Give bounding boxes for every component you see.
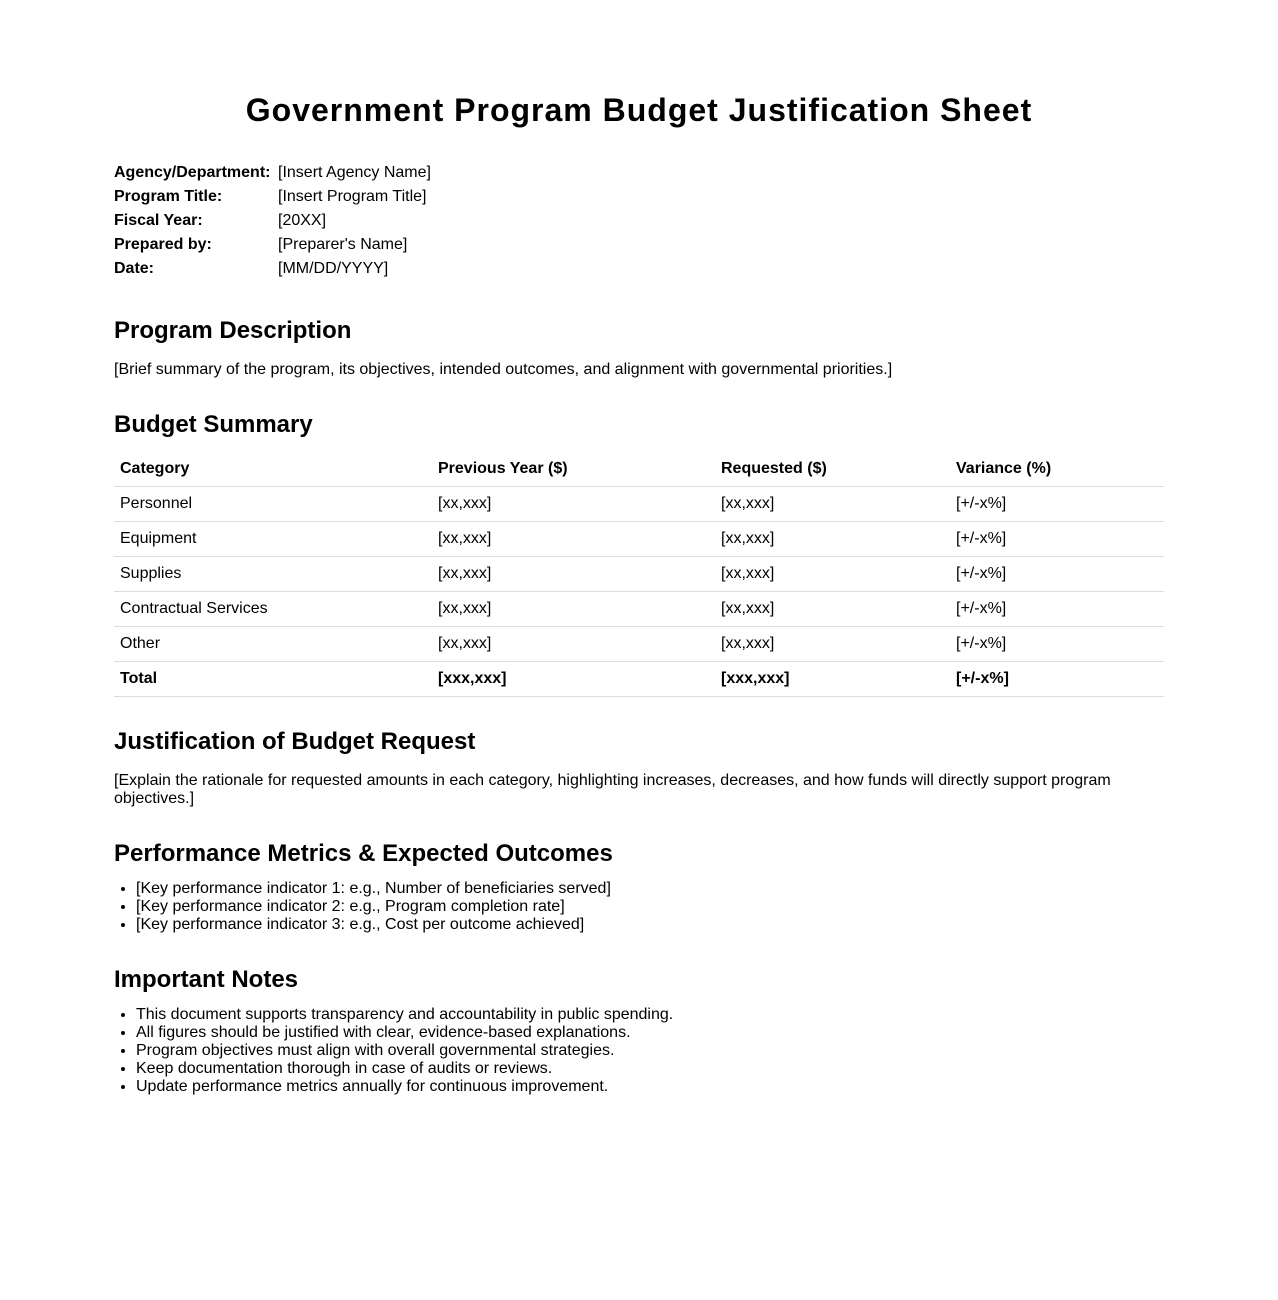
table-cell: [xx,xxx] bbox=[432, 522, 715, 557]
table-cell: Total bbox=[114, 662, 432, 697]
table-row bbox=[114, 627, 1164, 662]
table-cell: [xx,xxx] bbox=[432, 557, 715, 592]
performance-list bbox=[114, 880, 611, 934]
meta-row-prepared-by bbox=[114, 235, 431, 259]
meta-label: Agency/Department: bbox=[114, 164, 271, 181]
table-cell: [+/-x%] bbox=[950, 557, 1164, 592]
list-item: • All figures should be justified with clear, evidence-based explanations. bbox=[136, 1024, 673, 1042]
list-item: • This document supports transparency and accountability in public spending. bbox=[136, 1006, 673, 1024]
list-item: • [Key performance indicator 2: e.g., Program completion rate] bbox=[136, 898, 611, 916]
table-cell: [+/-x%] bbox=[950, 627, 1164, 662]
meta-label: Date: bbox=[114, 260, 155, 277]
table-cell: Equipment bbox=[114, 522, 432, 557]
table-cell: [xx,xxx] bbox=[715, 627, 950, 662]
performance-heading: Performance Metrics & Expected Outcomes bbox=[114, 840, 613, 867]
table-cell: Contractual Services bbox=[114, 592, 432, 627]
meta-value: [Insert Agency Name] bbox=[278, 164, 431, 181]
table-cell: Supplies bbox=[114, 557, 432, 592]
table-total-row bbox=[114, 662, 1164, 697]
list-item: • Update performance metrics annually for continuous improvement. bbox=[136, 1078, 673, 1096]
meta-value: [Insert Program Title] bbox=[278, 188, 427, 205]
column-header: Requested ($) bbox=[715, 452, 950, 487]
table-cell: [xx,xxx] bbox=[715, 522, 950, 557]
meta-info bbox=[114, 163, 431, 283]
program-description-text: [Brief summary of the program, its objectives, intended outcomes, and alignment with governmental priorities.] bbox=[114, 361, 893, 378]
meta-row-agency bbox=[114, 163, 431, 187]
table-cell: [xx,xxx] bbox=[715, 592, 950, 627]
table-cell: [xx,xxx] bbox=[432, 592, 715, 627]
budget-summary-heading: Budget Summary bbox=[114, 411, 313, 438]
table-cell: [xxx,xxx] bbox=[715, 662, 950, 697]
table-row bbox=[114, 522, 1164, 557]
notes-list bbox=[114, 1006, 673, 1096]
meta-label: Program Title: bbox=[114, 188, 223, 205]
table-cell: [+/-x%] bbox=[950, 592, 1164, 627]
table-cell: [xx,xxx] bbox=[432, 627, 715, 662]
budget-summary-table bbox=[114, 452, 1164, 697]
table-cell: [xx,xxx] bbox=[715, 557, 950, 592]
table-row bbox=[114, 487, 1164, 522]
meta-value: [MM/DD/YYYY] bbox=[278, 260, 389, 277]
table-cell: Other bbox=[114, 627, 432, 662]
table-cell: [xx,xxx] bbox=[715, 487, 950, 522]
table-row bbox=[114, 557, 1164, 592]
meta-row-fiscal-year bbox=[114, 211, 431, 235]
table-cell: [+/-x%] bbox=[950, 522, 1164, 557]
table-cell: [xxx,xxx] bbox=[432, 662, 715, 697]
table-cell: [+/-x%] bbox=[950, 487, 1164, 522]
table-cell: Personnel bbox=[114, 487, 432, 522]
page-title: Government Program Budget Justification Sheet bbox=[245, 92, 1033, 128]
column-header: Category bbox=[114, 452, 432, 487]
list-item: • [Key performance indicator 3: e.g., Cost per outcome achieved] bbox=[136, 916, 611, 934]
column-header: Variance (%) bbox=[950, 452, 1164, 487]
meta-label: Fiscal Year: bbox=[114, 212, 203, 229]
justification-heading: Justification of Budget Request bbox=[114, 728, 476, 755]
meta-label: Prepared by: bbox=[114, 236, 212, 253]
meta-value: [20XX] bbox=[278, 212, 327, 229]
column-header: Previous Year ($) bbox=[432, 452, 715, 487]
notes-heading: Important Notes bbox=[114, 966, 299, 993]
meta-row-program-title bbox=[114, 187, 431, 211]
list-item: • Program objectives must align with overall governmental strategies. bbox=[136, 1042, 673, 1060]
meta-value: [Preparer's Name] bbox=[278, 236, 408, 253]
list-item: • Keep documentation thorough in case of audits or reviews. bbox=[136, 1060, 673, 1078]
table-header-row bbox=[114, 452, 1164, 487]
table-cell: [xx,xxx] bbox=[432, 487, 715, 522]
program-description-heading: Program Description bbox=[114, 317, 352, 344]
table-row bbox=[114, 592, 1164, 627]
table-cell: [+/-x%] bbox=[950, 662, 1164, 697]
meta-row-date bbox=[114, 259, 431, 283]
list-item: • [Key performance indicator 1: e.g., Number of beneficiaries served] bbox=[136, 880, 611, 898]
justification-text: [Explain the rationale for requested amounts in each category, highlighting increases, decreases, and how funds will directly support program objectives.] bbox=[114, 772, 1111, 807]
